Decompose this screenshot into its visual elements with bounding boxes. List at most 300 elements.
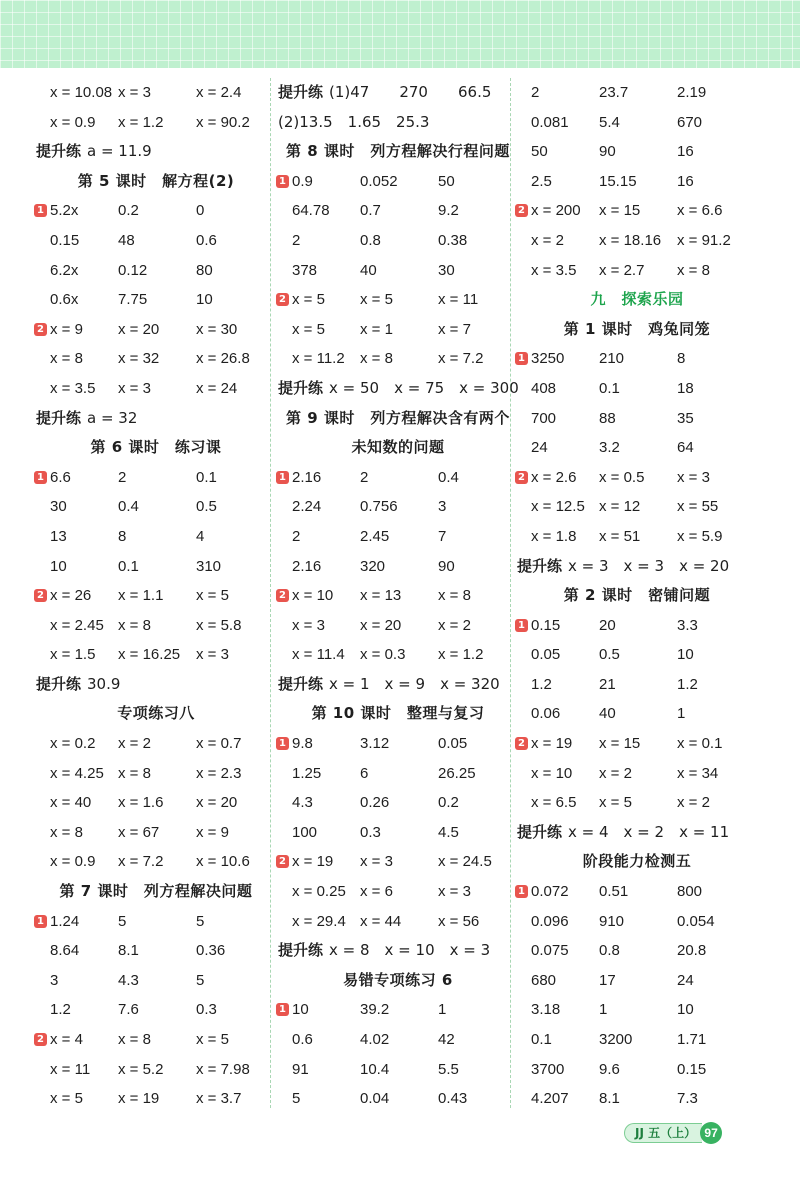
answer-cell: x = 6.6 bbox=[677, 202, 723, 220]
answer-cell: 16 bbox=[677, 172, 694, 190]
answer-cell: x = 15 bbox=[599, 202, 641, 220]
answer-cell: 800 bbox=[677, 883, 703, 901]
answer-cell: 0.5 bbox=[599, 646, 620, 664]
answer-cell: 5 bbox=[196, 912, 205, 930]
answer-cell: 0.054 bbox=[677, 912, 715, 930]
answer-cell: x = 3 bbox=[292, 616, 325, 634]
question-number-badge: 1 bbox=[34, 915, 47, 928]
answer-row bbox=[278, 522, 518, 552]
answer-cell: 9.8 bbox=[292, 735, 313, 753]
question-number-badge: 2 bbox=[515, 471, 528, 484]
answer-cell: x = 6 bbox=[360, 883, 393, 901]
answer-cell: 30 bbox=[50, 498, 67, 516]
answer-cell: x = 7.2 bbox=[438, 350, 484, 368]
answer-row bbox=[517, 907, 757, 937]
answer-row bbox=[36, 729, 276, 759]
answer-row bbox=[517, 729, 757, 759]
answer-row bbox=[36, 640, 276, 670]
answer-row bbox=[517, 167, 757, 197]
answer-cell: 2 bbox=[531, 84, 540, 101]
answer-cell: 0.6 bbox=[292, 1031, 313, 1048]
section-heading: 第 2 课时 密铺问题 bbox=[563, 586, 711, 605]
answer-cell: 1.2 bbox=[531, 675, 552, 693]
answer-row bbox=[278, 167, 518, 197]
answer-row bbox=[278, 256, 518, 286]
question-number-badge: 1 bbox=[276, 175, 289, 188]
answer-cell: 2.5 bbox=[531, 172, 552, 190]
answer-cell: x = 11.2 bbox=[292, 350, 345, 368]
section-heading: 第 5 课时 解方程(2) bbox=[77, 171, 235, 190]
answer-cell: 8 bbox=[118, 527, 127, 545]
answer-row bbox=[517, 670, 757, 700]
answer-cell: x = 19 bbox=[531, 735, 573, 753]
tisheng-row bbox=[36, 670, 276, 700]
answer-cell: 9.6 bbox=[599, 1060, 620, 1078]
answer-cell: 0.15 bbox=[50, 231, 80, 249]
answer-cell: x = 7.2 bbox=[118, 853, 164, 871]
answer-cell: 3250 bbox=[531, 350, 565, 368]
answer-cell: x = 7.98 bbox=[196, 1060, 250, 1078]
answer-row bbox=[517, 1055, 757, 1085]
answer-cell: 7.75 bbox=[118, 291, 148, 309]
answer-cell: 10 bbox=[292, 1001, 309, 1019]
answer-cell: 0.756 bbox=[360, 498, 398, 516]
answer-cell: 0.05 bbox=[438, 735, 468, 753]
answer-cell: 8.64 bbox=[50, 942, 80, 960]
answer-row bbox=[36, 522, 276, 552]
answer-cell: 3.18 bbox=[531, 1001, 561, 1019]
tisheng-label: 提升练 bbox=[278, 674, 324, 693]
answer-row bbox=[517, 344, 757, 374]
tisheng-answer bbox=[278, 936, 490, 966]
tisheng-label: 提升练 bbox=[517, 822, 563, 841]
answer-cell: x = 3.5 bbox=[531, 261, 577, 279]
answer-cell: 39.2 bbox=[360, 1001, 390, 1019]
answer-cell: 0.052 bbox=[360, 172, 398, 190]
answer-row bbox=[36, 196, 276, 226]
answer-cell: x = 9 bbox=[196, 823, 229, 841]
grade-tag: JJ 五（上） bbox=[624, 1123, 702, 1143]
answer-row bbox=[36, 285, 276, 315]
answer-cell: 50 bbox=[438, 172, 455, 190]
tisheng-label: 提升练 bbox=[36, 674, 82, 693]
answer-row bbox=[517, 640, 757, 670]
answer-cell: 8.1 bbox=[118, 942, 139, 960]
answer-cell: 20 bbox=[599, 616, 616, 634]
answer-cell: 2 bbox=[292, 231, 301, 249]
answer-cell: 10.4 bbox=[360, 1060, 390, 1078]
answer-row bbox=[278, 995, 518, 1025]
question-number-badge: 1 bbox=[34, 204, 47, 217]
question-number-badge: 1 bbox=[276, 471, 289, 484]
tisheng-value: a = 11.9 bbox=[87, 142, 152, 161]
tisheng-value: x = 3 x = 3 x = 20 bbox=[568, 556, 730, 575]
answer-row bbox=[517, 137, 757, 167]
answer-cell: x = 34 bbox=[677, 764, 719, 782]
question-number-badge: 2 bbox=[34, 589, 47, 602]
answer-cell: 0.081 bbox=[531, 113, 569, 131]
answer-row bbox=[36, 315, 276, 345]
answer-cell: 1 bbox=[599, 1001, 608, 1019]
answer-row bbox=[517, 196, 757, 226]
answer-row bbox=[517, 463, 757, 493]
answer-row bbox=[517, 1025, 757, 1055]
answer-cell: 7 bbox=[438, 527, 447, 545]
answer-cell: x = 0.1 bbox=[677, 735, 723, 753]
answer-cell: x = 0.9 bbox=[50, 113, 96, 131]
answer-cell: 680 bbox=[531, 971, 557, 989]
answer-cell: x = 1 bbox=[360, 320, 393, 338]
answer-cell: 0.096 bbox=[531, 912, 569, 930]
answer-cell: 0.9 bbox=[292, 172, 313, 190]
answer-cell: 40 bbox=[599, 705, 616, 723]
answer-cell: x = 0.5 bbox=[599, 468, 645, 486]
answer-row bbox=[36, 492, 276, 522]
answer-cell: 1.2 bbox=[50, 1001, 71, 1019]
answer-cell: x = 44 bbox=[360, 912, 402, 930]
answer-cell: 4.3 bbox=[118, 971, 139, 989]
answer-cell: x = 26 bbox=[50, 587, 92, 605]
answer-cell: x = 5 bbox=[196, 1031, 229, 1048]
answer-row bbox=[36, 907, 276, 937]
answer-cell: x = 90.2 bbox=[196, 113, 250, 131]
answer-cell: x = 10 bbox=[531, 764, 573, 782]
answer-cell: 0.6 bbox=[196, 231, 217, 249]
tisheng-value: x = 4 x = 2 x = 11 bbox=[568, 822, 730, 841]
answer-cell: 408 bbox=[531, 379, 557, 397]
answer-row bbox=[517, 374, 757, 404]
tisheng-label: 提升练 bbox=[278, 378, 324, 397]
tisheng-label: 提升练 bbox=[278, 941, 324, 960]
answer-cell: 1.24 bbox=[50, 912, 80, 930]
answer-cell: 80 bbox=[196, 261, 213, 279]
question-number-badge: 1 bbox=[515, 619, 528, 632]
answer-cell: 9.2 bbox=[438, 202, 459, 220]
answer-cell: 0.3 bbox=[196, 1001, 217, 1019]
answer-cell: x = 2.6 bbox=[531, 468, 577, 486]
answer-row bbox=[36, 936, 276, 966]
answer-cell: 0.072 bbox=[531, 883, 569, 901]
answer-cell: x = 2.3 bbox=[196, 764, 242, 782]
question-number-badge: 1 bbox=[515, 885, 528, 898]
section-heading: 第 1 课时 鸡兔同笼 bbox=[563, 319, 711, 338]
answer-cell: 3.3 bbox=[677, 616, 698, 634]
answer-cell: 4 bbox=[196, 527, 205, 545]
answer-cell: x = 51 bbox=[599, 527, 641, 545]
answer-cell: x = 1.8 bbox=[531, 527, 577, 545]
answer-cell: 91 bbox=[292, 1060, 309, 1078]
answer-cell: 0.43 bbox=[438, 1090, 468, 1108]
answer-row bbox=[278, 759, 518, 789]
answer-cell: 0.075 bbox=[531, 942, 569, 960]
answer-cell: 3.2 bbox=[599, 439, 620, 457]
answer-cell: x = 8 bbox=[438, 587, 471, 605]
answer-cell: 2.16 bbox=[292, 468, 322, 486]
section-heading: 第 8 课时 列方程解决行程问题 bbox=[286, 142, 510, 161]
answer-cell: 1 bbox=[438, 1001, 447, 1019]
answer-cell: 5.2x bbox=[50, 202, 79, 220]
answer-cell: x = 3 bbox=[196, 646, 229, 664]
question-number-badge: 2 bbox=[276, 589, 289, 602]
answer-row bbox=[278, 907, 518, 937]
answer-cell: x = 56 bbox=[438, 912, 480, 930]
tisheng-value: 30.9 bbox=[87, 674, 121, 693]
answer-row bbox=[517, 699, 757, 729]
tisheng-value: a = 32 bbox=[87, 408, 138, 427]
answer-cell: x = 8 bbox=[50, 823, 83, 841]
answer-row bbox=[278, 877, 518, 907]
answer-cell: 40 bbox=[360, 261, 377, 279]
answer-cell: x = 3.5 bbox=[50, 379, 96, 397]
answer-cell: 0.3 bbox=[360, 823, 381, 841]
answer-cell: x = 12 bbox=[599, 498, 641, 516]
answer-row bbox=[36, 108, 276, 138]
answer-row bbox=[517, 108, 757, 138]
answer-cell: x = 5.9 bbox=[677, 527, 723, 545]
answer-cell: 7.6 bbox=[118, 1001, 139, 1019]
answer-cell: 2 bbox=[360, 468, 369, 486]
answer-cell: 210 bbox=[599, 350, 625, 368]
answer-cell: 20.8 bbox=[677, 942, 707, 960]
answer-cell: 1 bbox=[677, 705, 686, 723]
answer-cell: x = 1.2 bbox=[118, 113, 164, 131]
answer-cell: x = 10.6 bbox=[196, 853, 250, 871]
answer-row bbox=[36, 611, 276, 641]
answer-cell: x = 32 bbox=[118, 350, 160, 368]
tisheng-answer bbox=[278, 78, 491, 108]
tisheng-answer bbox=[278, 670, 500, 700]
answer-cell: 0.06 bbox=[531, 705, 561, 723]
answer-cell: 320 bbox=[360, 557, 386, 575]
question-number-badge: 1 bbox=[276, 737, 289, 750]
answer-cell: 0.15 bbox=[531, 616, 561, 634]
answer-cell: 64.78 bbox=[292, 202, 330, 220]
section-heading: 第 6 课时 练习课 bbox=[90, 438, 222, 457]
answer-cell: 0.1 bbox=[118, 557, 139, 575]
answer-cell: 26.25 bbox=[438, 764, 476, 782]
answer-cell: x = 8 bbox=[118, 764, 151, 782]
answer-cell: 2.16 bbox=[292, 557, 322, 575]
answer-row bbox=[517, 256, 757, 286]
answer-cell: x = 2 bbox=[599, 764, 632, 782]
answer-row bbox=[517, 966, 757, 996]
answer-cell: x = 13 bbox=[360, 587, 402, 605]
answer-cell: x = 40 bbox=[50, 794, 92, 812]
answer-cell: x = 20 bbox=[360, 616, 402, 634]
answer-cell: x = 5 bbox=[360, 291, 393, 309]
answer-cell: x = 10.08 bbox=[50, 84, 113, 101]
answer-cell: 15.15 bbox=[599, 172, 637, 190]
answer-cell: 910 bbox=[599, 912, 625, 930]
tisheng-value: (1)47 270 66.5 bbox=[329, 83, 492, 101]
answer-cell: 5.5 bbox=[438, 1060, 459, 1078]
answer-cell: x = 12.5 bbox=[531, 498, 585, 516]
section-heading: 第 10 课时 整理与复习 bbox=[311, 704, 485, 723]
answer-cell: x = 19 bbox=[118, 1090, 160, 1108]
tisheng-row bbox=[278, 374, 518, 404]
question-number-badge: 2 bbox=[515, 737, 528, 750]
answer-cell: x = 5 bbox=[50, 1090, 83, 1108]
answer-row bbox=[36, 581, 276, 611]
answer-cell: 6.2x bbox=[50, 261, 79, 279]
answer-row bbox=[278, 581, 518, 611]
answer-cell: x = 8 bbox=[677, 261, 710, 279]
answer-row bbox=[278, 285, 518, 315]
answer-row bbox=[278, 1025, 518, 1055]
answer-cell: 0.04 bbox=[360, 1090, 390, 1108]
answer-cell: x = 2.45 bbox=[50, 616, 104, 634]
tisheng-row bbox=[517, 552, 757, 582]
answer-cell: x = 5.2 bbox=[118, 1060, 164, 1078]
answer-cell: x = 0.2 bbox=[50, 735, 96, 753]
tisheng-answer bbox=[36, 137, 152, 167]
answer-cell: 5.4 bbox=[599, 113, 620, 131]
tisheng-value: x = 1 x = 9 x = 320 bbox=[329, 674, 500, 693]
answer-row bbox=[278, 611, 518, 641]
answer-row bbox=[36, 374, 276, 404]
tisheng-label: 提升练 bbox=[36, 142, 82, 161]
answer-cell: 700 bbox=[531, 409, 557, 427]
answer-cell: x = 11 bbox=[50, 1060, 91, 1078]
answer-cell: 0.26 bbox=[360, 794, 390, 812]
answer-cell: x = 55 bbox=[677, 498, 719, 516]
answer-cell: 5 bbox=[118, 912, 127, 930]
answer-row bbox=[517, 226, 757, 256]
answer-cell: 2.19 bbox=[677, 84, 707, 101]
answer-row bbox=[517, 492, 757, 522]
answer-cell: x = 3 bbox=[438, 883, 471, 901]
answer-cell: x = 2.7 bbox=[599, 261, 645, 279]
answer-cell: 2 bbox=[118, 468, 127, 486]
answer-column-left bbox=[36, 78, 276, 1114]
answer-row bbox=[36, 1055, 276, 1085]
question-number-badge: 2 bbox=[34, 1033, 47, 1046]
answer-cell: 0.4 bbox=[118, 498, 139, 516]
answer-cell: x = 2 bbox=[118, 735, 151, 753]
tisheng-answer bbox=[517, 552, 729, 582]
answer-row bbox=[517, 995, 757, 1025]
section-heading: 九 探索乐园 bbox=[590, 290, 684, 309]
section-heading: 未知数的问题 bbox=[351, 438, 445, 457]
answer-cell: x = 5 bbox=[196, 587, 229, 605]
answer-row bbox=[36, 966, 276, 996]
tisheng-answer bbox=[517, 818, 729, 848]
answer-cell: 3 bbox=[50, 971, 59, 989]
answer-cell: x = 8 bbox=[118, 616, 151, 634]
answer-row bbox=[36, 1084, 276, 1114]
question-number-badge: 2 bbox=[276, 855, 289, 868]
answer-cell: x = 20 bbox=[118, 320, 160, 338]
answer-cell: 100 bbox=[292, 823, 318, 841]
answer-cell: 8.1 bbox=[599, 1090, 620, 1108]
answer-cell: 7.3 bbox=[677, 1090, 698, 1108]
answer-row bbox=[278, 788, 518, 818]
answer-cell: x = 3 bbox=[118, 84, 151, 101]
answer-cell: x = 5 bbox=[292, 320, 325, 338]
answer-row bbox=[278, 226, 518, 256]
answer-row bbox=[36, 256, 276, 286]
answer-cell: 30 bbox=[438, 261, 455, 279]
tisheng-row bbox=[36, 137, 276, 167]
answer-row bbox=[36, 344, 276, 374]
answer-cell: 4.02 bbox=[360, 1031, 390, 1048]
answer-cell: 10 bbox=[677, 1001, 694, 1019]
answer-cell: 5 bbox=[292, 1090, 301, 1108]
answer-cell: x = 7 bbox=[438, 320, 471, 338]
answer-row bbox=[278, 1055, 518, 1085]
answer-row bbox=[278, 344, 518, 374]
answer-text: (2)13.5 1.65 25.3 bbox=[278, 112, 430, 131]
answer-cell: 0.36 bbox=[196, 942, 226, 960]
answer-cell: x = 1.2 bbox=[438, 646, 484, 664]
answer-cell: 2.24 bbox=[292, 498, 322, 516]
answer-row bbox=[517, 522, 757, 552]
answer-cell: x = 29.4 bbox=[292, 912, 346, 930]
answer-cell: 3 bbox=[438, 498, 447, 516]
answer-row bbox=[517, 936, 757, 966]
answer-cell: 0.15 bbox=[677, 1060, 707, 1078]
answer-cell: 0.1 bbox=[599, 379, 620, 397]
answer-cell: x = 3.7 bbox=[196, 1090, 242, 1108]
answer-row bbox=[517, 611, 757, 641]
section-heading: 易错专项练习 6 bbox=[343, 970, 453, 989]
answer-cell: 4.3 bbox=[292, 794, 313, 812]
tisheng-answer bbox=[278, 374, 519, 404]
answer-cell: x = 30 bbox=[196, 320, 238, 338]
answer-cell: 64 bbox=[677, 439, 694, 457]
answer-cell: 0.05 bbox=[531, 646, 561, 664]
answer-cell: 0.1 bbox=[531, 1031, 552, 1048]
answer-cell: 2 bbox=[292, 527, 301, 545]
answer-cell: x = 19 bbox=[292, 853, 334, 871]
answer-cell: x = 2 bbox=[531, 231, 564, 249]
answer-cell: x = 20 bbox=[196, 794, 238, 812]
answer-cell: 4.207 bbox=[531, 1090, 569, 1108]
tisheng-answer bbox=[36, 404, 137, 434]
answer-cell: 0.12 bbox=[118, 261, 148, 279]
answer-row bbox=[517, 1084, 757, 1114]
tisheng-label: 提升练 bbox=[278, 83, 324, 101]
answer-cell: 0.6x bbox=[50, 291, 79, 309]
answer-cell: x = 3 bbox=[677, 468, 710, 486]
question-number-badge: 1 bbox=[276, 1003, 289, 1016]
answer-cell: 8 bbox=[677, 350, 686, 368]
page-number: 97 bbox=[700, 1122, 722, 1144]
answer-cell: 0.4 bbox=[438, 468, 459, 486]
answer-cell: 0.5 bbox=[196, 498, 217, 516]
answer-cell: x = 5 bbox=[599, 794, 632, 812]
answer-cell: x = 11.4 bbox=[292, 646, 345, 664]
answer-row bbox=[278, 1084, 518, 1114]
answer-row bbox=[36, 995, 276, 1025]
answer-cell: x = 6.5 bbox=[531, 794, 577, 812]
answer-cell: 0 bbox=[196, 202, 205, 220]
answer-cell: 16 bbox=[677, 143, 694, 161]
answer-cell: 24 bbox=[677, 971, 694, 989]
answer-cell: x = 9 bbox=[50, 320, 83, 338]
answer-cell: 670 bbox=[677, 113, 703, 131]
answer-cell: 6 bbox=[360, 764, 369, 782]
answer-cell: x = 11 bbox=[438, 291, 479, 309]
answer-cell: x = 8 bbox=[360, 350, 393, 368]
answer-cell: x = 18.16 bbox=[599, 231, 662, 249]
answer-cell: x = 0.9 bbox=[50, 853, 96, 871]
answer-cell: 0.1 bbox=[196, 468, 217, 486]
answer-cell: x = 4 bbox=[50, 1031, 83, 1048]
answer-row bbox=[278, 640, 518, 670]
section-heading: 第 7 课时 列方程解决问题 bbox=[59, 882, 253, 901]
answer-cell: x = 5 bbox=[292, 291, 325, 309]
